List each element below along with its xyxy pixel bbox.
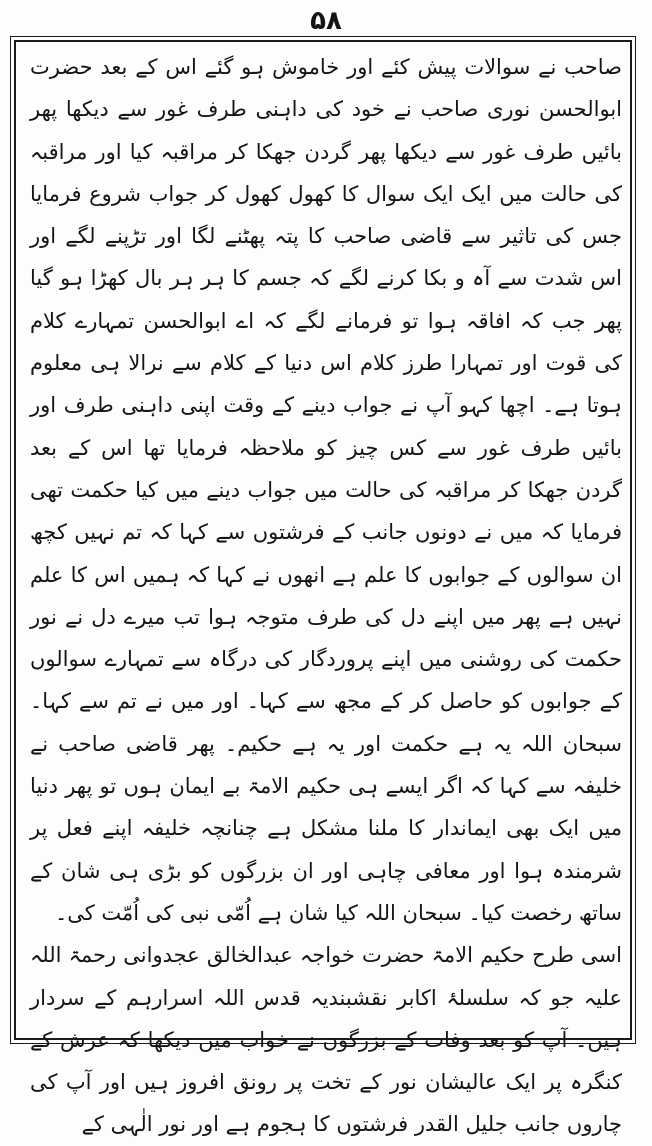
body-text — [30, 46, 622, 1146]
paragraph-1: صاحب نے سوالات پیش کئے اور خاموش ہو گئے اس کے بعد حضرت ابوالحسن نوری صاحب نے خود کی داہنی طرف غور سے دیکھا پھر بائیں طرف غور سے دیکھا پھر گردن جھکا کر مراقبہ کیا اور مراقبہ کی حالت میں ایک ایک سوال کا کھول کھول کر جواب شروع فرمایا جس کی تاثیر سے قاضی صاحب کا پتہ پھٹنے لگا اور تڑپنے لگے اور اس شدت سے آہ و بکا کرنے لگے کہ جسم کا ہر ہر بال کھڑا ہو گیا پھر جب کہ افاقہ ہوا تو فرمانے لگے کہ اے ابوالحسن تمہارے کلام کی قوت اور تمہارا طرز کلام اس دنیا کے کلام سے نرالا ہی معلوم ہوتا ہے۔ اچھا کہو آپ نے جواب دینے کے وقت اپنی داہنی طرف اور بائیں طرف غور سے کس چیز کو ملاحظہ فرمایا تھا اس کے بعد گردن جھکا کر مراقبہ کی حالت میں جواب دینے میں کیا حکمت تھی فرمایا کہ میں نے دونوں جانب کے فرشتوں سے کہا کہ تم نہیں کچھ ان سوالوں کے جوابوں کا علم ہے انھوں نے کہا کہ ہمیں اس کا علم نہیں ہے پھر میں اپنے دل کی طرف متوجہ ہوا تب میرے دل نے نور حکمت کی روشنی میں اپنے پروردگار کی درگاہ سے تمہارے سوالوں کے جوابوں کو حاصل کر کے مجھ سے کہا۔ اور میں نے تم سے کہا۔ سبحان اللہ یہ ہے حکمت اور یہ ہے حکیم۔ پھر قاضی صاحب نے خلیفہ سے کہا کہ اگر ایسے ہی حکیم الامۃ بے ایمان ہوں تو پھر دنیا میں ایک بھی ایماندار کا ملنا مشکل ہے چنانچہ خلیفہ اپنے فعل پر شرمندہ ہوا اور معافی چاہی اور ان بزرگوں کو بڑی ہی شان کے ساتھ رخصت کیا۔ سبحان اللہ کیا شان ہے اُمّی نبی کی اُمّت کی۔ — [30, 55, 622, 925]
paragraph-2: اسی طرح حکیم الامۃ حضرت خواجہ عبدالخالق عجدوانی رحمۃ اللہ علیہ جو کہ سلسلۂ اکابر نقشبندیہ قدس اللہ اسرارہم کے سردار ہیں۔ آپ کو بعد وفات کے بزرگوں نے خواب میں دیکھا کہ عرش کے کنگرہ پر ایک عالیشان نور کے تخت پر رونق افروز ہیں اور آپ کی چاروں جانب جلیل القدر فرشتوں کا ہجوم ہے اور نور الٰہی کے — [30, 943, 622, 1137]
page-number: ۵۸ — [310, 6, 342, 36]
